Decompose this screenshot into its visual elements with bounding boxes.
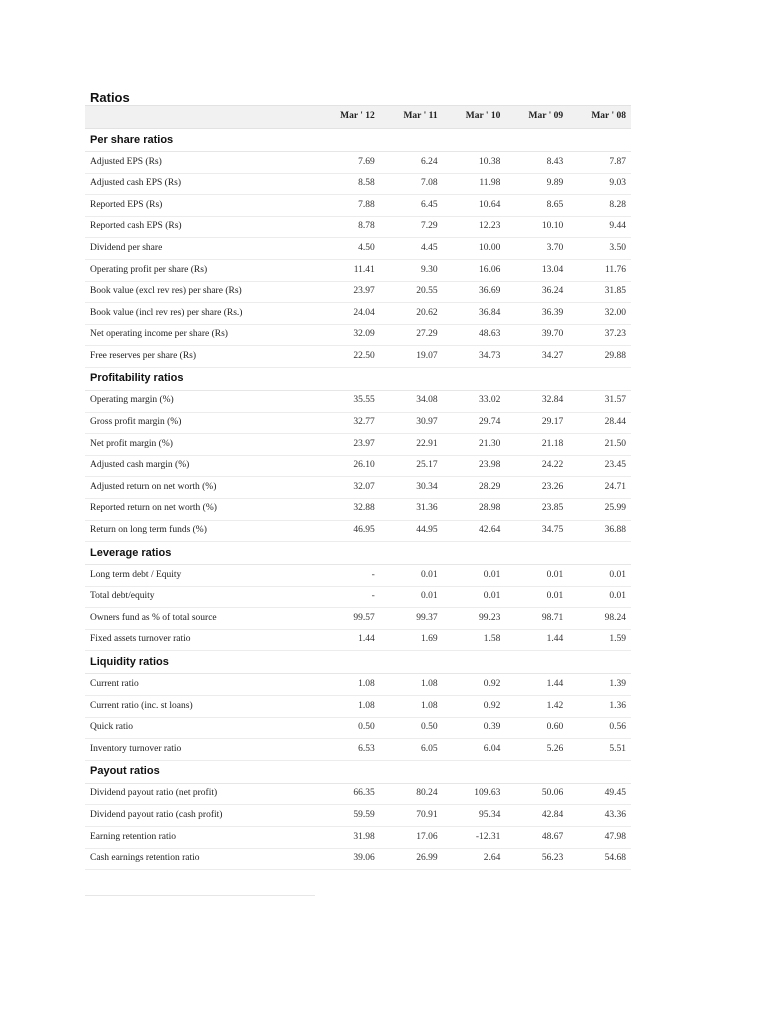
row-value: 20.55: [380, 281, 443, 303]
row-value: 1.39: [568, 674, 631, 696]
row-value: -: [317, 565, 380, 587]
row-value: 43.36: [568, 805, 631, 827]
row-value: 6.05: [380, 739, 443, 761]
row-value: 0.01: [380, 565, 443, 587]
section-header-row: [85, 760, 631, 783]
row-value: 0.01: [568, 586, 631, 608]
row-value: 1.58: [443, 629, 506, 651]
row-value: 28.98: [443, 498, 506, 520]
row-label: Owners fund as % of total source: [85, 608, 317, 630]
row-value: 32.07: [317, 477, 380, 499]
row-value: 29.74: [443, 412, 506, 434]
row-value: 36.39: [505, 303, 568, 325]
section-fill-cell: [505, 129, 568, 152]
row-value: 21.18: [505, 434, 568, 456]
row-value: 36.88: [568, 520, 631, 542]
row-value: 32.84: [505, 390, 568, 412]
row-value: 0.01: [380, 586, 443, 608]
row-value: 95.34: [443, 805, 506, 827]
row-value: 10.64: [443, 195, 506, 217]
row-value: 42.64: [443, 520, 506, 542]
row-value: 7.88: [317, 195, 380, 217]
row-value: 27.29: [380, 324, 443, 346]
row-label: Earning retention ratio: [85, 827, 317, 849]
row-value: 7.08: [380, 173, 443, 195]
section-header-row: [85, 367, 631, 390]
row-value: 6.53: [317, 739, 380, 761]
row-value: 1.08: [380, 674, 443, 696]
row-value: 1.42: [505, 696, 568, 718]
row-value: 1.69: [380, 629, 443, 651]
row-value: 48.67: [505, 827, 568, 849]
row-label: Reported return on net worth (%): [85, 498, 317, 520]
row-value: 4.45: [380, 238, 443, 260]
section-fill-cell: [317, 760, 380, 783]
row-value: 8.65: [505, 195, 568, 217]
table-row: [85, 629, 631, 651]
row-label: Adjusted cash EPS (Rs): [85, 173, 317, 195]
row-value: 32.09: [317, 324, 380, 346]
table-row: [85, 827, 631, 849]
section-fill-cell: [505, 367, 568, 390]
row-value: 21.50: [568, 434, 631, 456]
table-row: [85, 281, 631, 303]
row-value: 29.17: [505, 412, 568, 434]
row-label: Dividend payout ratio (net profit): [85, 783, 317, 805]
table-row: [85, 434, 631, 456]
column-header: Mar ' 11: [380, 106, 443, 129]
table-row: [85, 696, 631, 718]
row-label: Quick ratio: [85, 717, 317, 739]
row-value: 70.91: [380, 805, 443, 827]
row-value: 0.01: [505, 586, 568, 608]
table-row: [85, 412, 631, 434]
row-value: 25.99: [568, 498, 631, 520]
row-value: 36.24: [505, 281, 568, 303]
row-value: 24.04: [317, 303, 380, 325]
table-row: [85, 477, 631, 499]
section-fill-cell: [380, 129, 443, 152]
row-label: Adjusted return on net worth (%): [85, 477, 317, 499]
section-fill-cell: [317, 129, 380, 152]
table-row: [85, 238, 631, 260]
table-row: [85, 565, 631, 587]
row-label: Total debt/equity: [85, 586, 317, 608]
row-value: 48.63: [443, 324, 506, 346]
table-row: [85, 520, 631, 542]
row-label: Reported EPS (Rs): [85, 195, 317, 217]
row-value: 23.97: [317, 281, 380, 303]
row-value: 23.45: [568, 455, 631, 477]
row-value: 17.06: [380, 827, 443, 849]
row-value: 9.03: [568, 173, 631, 195]
row-value: 9.30: [380, 259, 443, 281]
row-value: 37.23: [568, 324, 631, 346]
section-fill-cell: [317, 367, 380, 390]
section-fill-cell: [443, 542, 506, 565]
row-label: Long term debt / Equity: [85, 565, 317, 587]
section-header-row: [85, 129, 631, 152]
table-row: [85, 717, 631, 739]
section-fill-cell: [568, 367, 631, 390]
row-value: 29.88: [568, 346, 631, 368]
row-value: 109.63: [443, 783, 506, 805]
row-value: 46.95: [317, 520, 380, 542]
row-label: Operating margin (%): [85, 390, 317, 412]
row-value: 0.50: [380, 717, 443, 739]
section-title: Leverage ratios: [85, 542, 317, 565]
row-label: Dividend payout ratio (cash profit): [85, 805, 317, 827]
row-label: Inventory turnover ratio: [85, 739, 317, 761]
row-value: 8.58: [317, 173, 380, 195]
table-row: [85, 173, 631, 195]
row-value: 13.04: [505, 259, 568, 281]
table-row: [85, 498, 631, 520]
section-fill-cell: [443, 651, 506, 674]
row-value: 49.45: [568, 783, 631, 805]
row-value: 0.01: [568, 565, 631, 587]
row-value: 1.08: [380, 696, 443, 718]
table-row: [85, 783, 631, 805]
row-value: 30.97: [380, 412, 443, 434]
section-fill-cell: [568, 760, 631, 783]
row-value: 99.23: [443, 608, 506, 630]
row-label: Book value (excl rev res) per share (Rs): [85, 281, 317, 303]
row-value: 66.35: [317, 783, 380, 805]
row-label: Current ratio: [85, 674, 317, 696]
row-label: Gross profit margin (%): [85, 412, 317, 434]
section-title: Profitability ratios: [85, 367, 317, 390]
row-value: 4.50: [317, 238, 380, 260]
header-blank-cell: [85, 106, 317, 129]
row-value: 99.37: [380, 608, 443, 630]
row-value: 99.57: [317, 608, 380, 630]
section-header-row: [85, 542, 631, 565]
table-row: [85, 674, 631, 696]
row-value: 80.24: [380, 783, 443, 805]
section-title: Liquidity ratios: [85, 651, 317, 674]
row-value: 98.24: [568, 608, 631, 630]
section-fill-cell: [443, 367, 506, 390]
row-value: 19.07: [380, 346, 443, 368]
row-value: 8.28: [568, 195, 631, 217]
row-value: 33.02: [443, 390, 506, 412]
row-value: 6.04: [443, 739, 506, 761]
row-value: 26.10: [317, 455, 380, 477]
row-value: 6.45: [380, 195, 443, 217]
table-row: [85, 586, 631, 608]
section-fill-cell: [443, 129, 506, 152]
row-value: 22.50: [317, 346, 380, 368]
row-value: 0.39: [443, 717, 506, 739]
row-value: 1.08: [317, 674, 380, 696]
row-value: 28.29: [443, 477, 506, 499]
row-value: 32.88: [317, 498, 380, 520]
row-value: 0.92: [443, 696, 506, 718]
row-label: Free reserves per share (Rs): [85, 346, 317, 368]
column-header: Mar ' 08: [568, 106, 631, 129]
section-title: Per share ratios: [85, 129, 317, 152]
row-value: 0.01: [505, 565, 568, 587]
row-value: 44.95: [380, 520, 443, 542]
row-value: 23.97: [317, 434, 380, 456]
section-fill-cell: [317, 651, 380, 674]
section-fill-cell: [505, 542, 568, 565]
section-fill-cell: [380, 651, 443, 674]
row-value: 26.99: [380, 848, 443, 870]
row-value: 30.34: [380, 477, 443, 499]
row-label: Current ratio (inc. st loans): [85, 696, 317, 718]
row-value: 0.92: [443, 674, 506, 696]
row-value: 34.08: [380, 390, 443, 412]
row-value: 1.08: [317, 696, 380, 718]
page-title: Ratios: [90, 90, 130, 105]
row-value: 32.77: [317, 412, 380, 434]
row-value: 47.98: [568, 827, 631, 849]
row-value: 8.78: [317, 216, 380, 238]
table-row: [85, 455, 631, 477]
table-row: [85, 608, 631, 630]
row-value: 23.26: [505, 477, 568, 499]
column-header: Mar ' 10: [443, 106, 506, 129]
row-label: Adjusted EPS (Rs): [85, 152, 317, 174]
row-label: Fixed assets turnover ratio: [85, 629, 317, 651]
table-row: [85, 805, 631, 827]
table-row: [85, 346, 631, 368]
row-value: 5.51: [568, 739, 631, 761]
row-value: 31.85: [568, 281, 631, 303]
row-value: 7.87: [568, 152, 631, 174]
row-value: -: [317, 586, 380, 608]
row-label: Net profit margin (%): [85, 434, 317, 456]
bottom-divider: [85, 895, 315, 896]
row-value: 54.68: [568, 848, 631, 870]
table-row: [85, 303, 631, 325]
row-value: 34.27: [505, 346, 568, 368]
column-header: Mar ' 12: [317, 106, 380, 129]
row-value: 3.50: [568, 238, 631, 260]
header-row: [85, 106, 631, 129]
section-fill-cell: [568, 129, 631, 152]
row-value: 34.73: [443, 346, 506, 368]
table-row: [85, 848, 631, 870]
row-value: 36.84: [443, 303, 506, 325]
row-label: Return on long term funds (%): [85, 520, 317, 542]
row-value: 31.36: [380, 498, 443, 520]
section-fill-cell: [443, 760, 506, 783]
row-value: 25.17: [380, 455, 443, 477]
row-value: 12.23: [443, 216, 506, 238]
row-value: 31.57: [568, 390, 631, 412]
table-row: [85, 324, 631, 346]
row-value: 59.59: [317, 805, 380, 827]
row-value: 50.06: [505, 783, 568, 805]
row-value: 7.29: [380, 216, 443, 238]
row-value: 5.26: [505, 739, 568, 761]
row-value: 3.70: [505, 238, 568, 260]
table-row: [85, 390, 631, 412]
table-row: [85, 739, 631, 761]
row-label: Cash earnings retention ratio: [85, 848, 317, 870]
row-value: 11.76: [568, 259, 631, 281]
row-value: 35.55: [317, 390, 380, 412]
section-fill-cell: [317, 542, 380, 565]
row-value: 24.22: [505, 455, 568, 477]
table-body: [85, 129, 631, 870]
row-value: 1.36: [568, 696, 631, 718]
row-value: 98.71: [505, 608, 568, 630]
row-label: Operating profit per share (Rs): [85, 259, 317, 281]
row-value: 39.06: [317, 848, 380, 870]
section-fill-cell: [380, 542, 443, 565]
row-value: 31.98: [317, 827, 380, 849]
row-value: 39.70: [505, 324, 568, 346]
row-value: 28.44: [568, 412, 631, 434]
ratios-table: [85, 105, 631, 870]
section-fill-cell: [505, 760, 568, 783]
table-row: [85, 216, 631, 238]
section-title: Payout ratios: [85, 760, 317, 783]
row-value: 10.00: [443, 238, 506, 260]
row-value: 23.98: [443, 455, 506, 477]
row-label: Adjusted cash margin (%): [85, 455, 317, 477]
section-fill-cell: [568, 542, 631, 565]
row-value: 42.84: [505, 805, 568, 827]
row-value: 32.00: [568, 303, 631, 325]
section-fill-cell: [380, 760, 443, 783]
row-label: Book value (incl rev res) per share (Rs.): [85, 303, 317, 325]
table-row: [85, 259, 631, 281]
row-value: 21.30: [443, 434, 506, 456]
row-value: 20.62: [380, 303, 443, 325]
row-value: 7.69: [317, 152, 380, 174]
column-header: Mar ' 09: [505, 106, 568, 129]
row-value: 9.89: [505, 173, 568, 195]
row-value: 9.44: [568, 216, 631, 238]
row-value: 22.91: [380, 434, 443, 456]
row-value: 0.01: [443, 586, 506, 608]
row-value: 8.43: [505, 152, 568, 174]
row-value: 11.98: [443, 173, 506, 195]
row-value: 2.64: [443, 848, 506, 870]
table-row: [85, 195, 631, 217]
row-value: 1.44: [505, 674, 568, 696]
row-value: 1.59: [568, 629, 631, 651]
row-value: 34.75: [505, 520, 568, 542]
row-value: 0.50: [317, 717, 380, 739]
section-fill-cell: [505, 651, 568, 674]
row-value: 0.60: [505, 717, 568, 739]
row-value: 0.56: [568, 717, 631, 739]
row-label: Net operating income per share (Rs): [85, 324, 317, 346]
row-value: 56.23: [505, 848, 568, 870]
row-value: 6.24: [380, 152, 443, 174]
section-header-row: [85, 651, 631, 674]
row-value: 10.38: [443, 152, 506, 174]
row-value: 36.69: [443, 281, 506, 303]
row-value: 0.01: [443, 565, 506, 587]
section-fill-cell: [380, 367, 443, 390]
row-value: 24.71: [568, 477, 631, 499]
section-fill-cell: [568, 651, 631, 674]
row-value: 1.44: [505, 629, 568, 651]
row-label: Dividend per share: [85, 238, 317, 260]
row-value: 23.85: [505, 498, 568, 520]
row-value: 16.06: [443, 259, 506, 281]
row-value: -12.31: [443, 827, 506, 849]
row-value: 11.41: [317, 259, 380, 281]
row-value: 10.10: [505, 216, 568, 238]
row-label: Reported cash EPS (Rs): [85, 216, 317, 238]
row-value: 1.44: [317, 629, 380, 651]
table-row: [85, 152, 631, 174]
